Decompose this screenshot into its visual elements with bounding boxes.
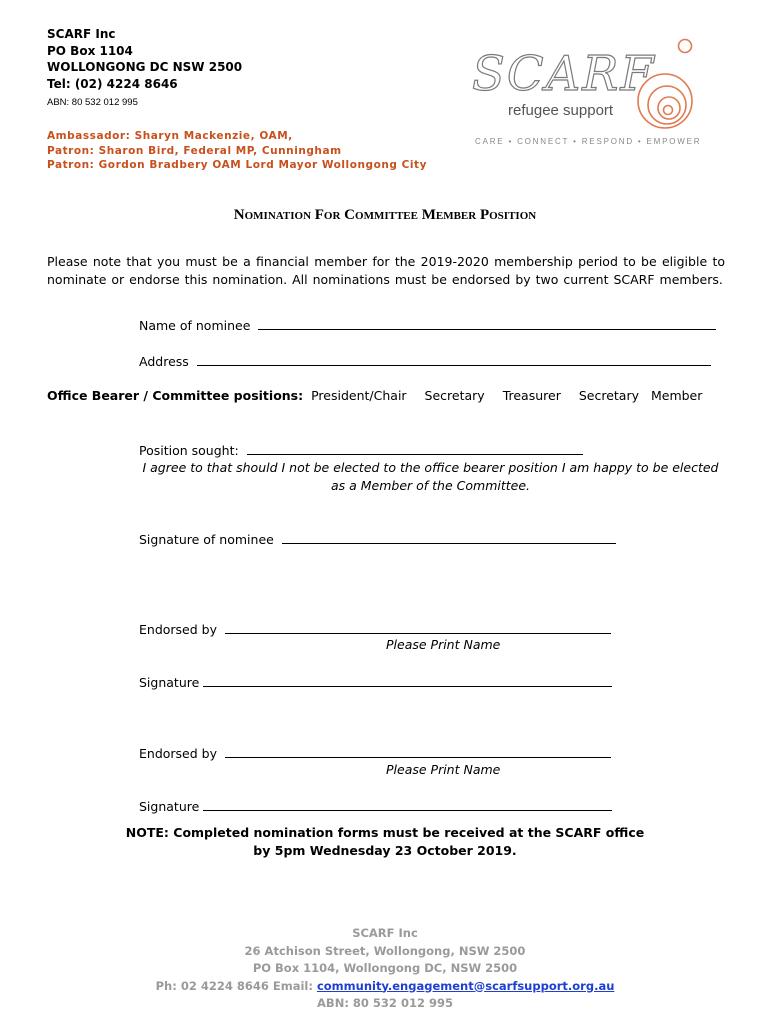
nominee-signature-input[interactable]: [282, 530, 616, 544]
endorser-1-label: Endorsed by: [139, 622, 217, 637]
deadline-note: [0, 824, 770, 860]
endorser-2-signature-label: Signature: [139, 799, 200, 814]
position-sought-label: Position sought:: [139, 443, 239, 458]
endorser-2-signature-row: [139, 797, 612, 814]
footer-po-box: PO Box 1104, Wollongong DC, NSW 2500: [252, 961, 518, 975]
position-sought-input[interactable]: [247, 441, 583, 455]
endorser-2-row: [139, 744, 611, 761]
endorser-1-signature-row: [139, 673, 612, 690]
positions-row: [47, 388, 716, 403]
patrons-block: [47, 129, 427, 173]
endorser-1-signature-input[interactable]: [203, 673, 612, 687]
address-input[interactable]: [197, 352, 711, 366]
ambassador: Ambassador: Sharyn Mackenzie, OAM,: [47, 130, 293, 142]
position-option-president[interactable]: President/Chair: [311, 388, 407, 403]
nominee-name-input[interactable]: [258, 316, 716, 330]
position-option-secretary[interactable]: Secretary: [424, 388, 485, 403]
patron-federal: Patron: Sharon Bird, Federal MP, Cunningham: [47, 144, 342, 157]
form-title: Nomination For Committee Member Position: [233, 207, 537, 223]
deadline-note-text: NOTE: Completed nomination forms must be received at the SCARF office by 5pm Wednesday 23 October 2019.: [125, 825, 645, 858]
telephone: Tel: (02) 4224 8646: [47, 76, 178, 91]
address-label: Address: [139, 354, 189, 369]
scarf-logo: [466, 32, 706, 150]
endorser-1-print-hint: Please Print Name: [386, 637, 501, 652]
endorser-2-print-hint: Please Print Name: [386, 762, 501, 777]
footer-address: [0, 925, 770, 1013]
org-address-block: [47, 26, 242, 92]
position-option-secretary-2[interactable]: Secretary: [578, 388, 639, 403]
endorser-2-signature-input[interactable]: [203, 797, 612, 811]
nominee-name-row: [139, 316, 716, 333]
logo-tagline: CARE • CONNECT • RESPOND • EMPOWER: [475, 137, 702, 146]
eligibility-note: Please note that you must be a financial member for the 2019-2020 membership period to be eligible to nominate or endorse this nomination. All nominations must be endorsed by two current SCARF members.: [47, 254, 725, 287]
endorser-1-row: [139, 620, 611, 637]
position-option-treasurer[interactable]: Treasurer: [502, 388, 561, 403]
abn: ABN: 80 532 012 995: [47, 97, 138, 108]
nominee-signature-label: Signature of nominee: [139, 532, 274, 547]
footer-org: SCARF Inc: [352, 926, 418, 940]
footer-abn: ABN: 80 532 012 995: [317, 996, 453, 1010]
endorser-1-name-input[interactable]: [225, 620, 611, 634]
patron-lord-mayor: Patron: Gordon Bradbery OAM Lord Mayor Wollongong City: [47, 159, 427, 171]
footer-street: 26 Atchison Street, Wollongong, NSW 2500: [244, 943, 526, 958]
city: WOLLONGONG DC NSW 2500: [47, 60, 243, 74]
endorser-2-label: Endorsed by: [139, 746, 217, 761]
agree-statement: I agree to that should I not be elected to the office bearer position I am happy to be elected as a Member of the Committee.: [142, 460, 719, 493]
footer-contact: [0, 978, 770, 996]
address-row: [139, 352, 711, 369]
footer-email-link[interactable]: community.engagement@scarfsupport.org.au: [316, 978, 615, 993]
logo-subtitle: refugee support: [508, 102, 614, 119]
position-option-member[interactable]: Member: [650, 388, 703, 403]
nominee-name-label: Name of nominee: [139, 318, 251, 333]
footer-phone: Ph: 02 4224 8646 Email:: [155, 978, 313, 993]
po-box: PO Box 1104: [47, 43, 133, 58]
org-name: SCARF Inc: [47, 27, 116, 41]
endorser-2-name-input[interactable]: [225, 744, 611, 758]
endorser-1-signature-label: Signature: [139, 675, 200, 690]
position-sought-row: [139, 441, 583, 458]
nominee-signature-row: [139, 530, 616, 547]
positions-label: Office Bearer / Committee positions:: [47, 388, 304, 403]
logo-wordmark: SCARF: [472, 46, 656, 102]
